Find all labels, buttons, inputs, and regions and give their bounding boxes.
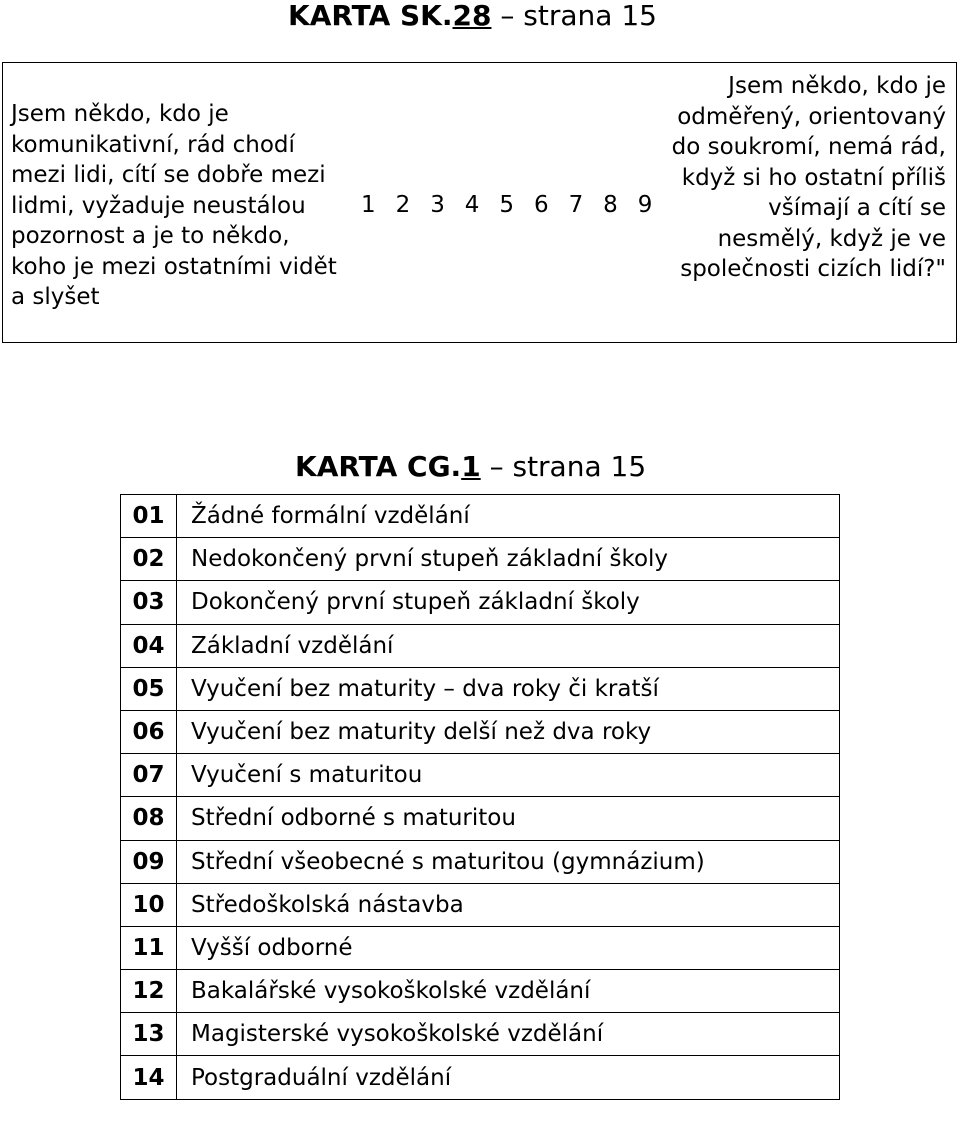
education-code: 11 (121, 926, 177, 969)
rating-scale-box (2, 62, 957, 343)
scale-number: 7 (568, 192, 584, 218)
education-label: Střední všeobecné s maturitou (gymnázium) (177, 840, 840, 883)
education-label: Nedokončený první stupeň základní školy (177, 538, 840, 581)
table-row (121, 840, 840, 883)
education-code: 01 (121, 495, 177, 538)
education-code: 09 (121, 840, 177, 883)
table-row (121, 970, 840, 1013)
table-row (121, 754, 840, 797)
scale-numbers (361, 190, 672, 220)
education-label: Vyšší odborné (177, 926, 840, 969)
scale-left-pole: Jsem někdo, kdo je komunikativní, rád chodí mezi lidi, cítí se dobře mezi lidmi, vyžaduje neustálou pozornost a je to někdo, koho je mezi ostatními vidět a slyšet (11, 101, 337, 310)
table-row (121, 883, 840, 926)
education-label: Vyučení bez maturity – dva roky či kratší (177, 667, 840, 710)
education-label: Základní vzdělání (177, 624, 840, 667)
table-row (121, 1056, 840, 1099)
education-code: 12 (121, 970, 177, 1013)
table-row (121, 581, 840, 624)
table-row (121, 710, 840, 753)
education-label: Dokončený první stupeň základní školy (177, 581, 840, 624)
scale-number: 5 (499, 192, 515, 218)
table-row (121, 624, 840, 667)
education-label: Středoškolská nástavba (177, 883, 840, 926)
table-row (121, 926, 840, 969)
table-row (121, 667, 840, 710)
scale-number: 6 (533, 192, 549, 218)
education-code: 05 (121, 667, 177, 710)
card-page: – strana 15 (500, 0, 657, 32)
education-label: Vyučení bez maturity delší než dva roky (177, 710, 840, 753)
education-label: Magisterské vysokoškolské vzdělání (177, 1013, 840, 1056)
education-code: 07 (121, 754, 177, 797)
card-prefix: KARTA SK. (288, 0, 453, 32)
table-row (121, 495, 840, 538)
table-row (121, 797, 840, 840)
education-label: Střední odborné s maturitou (177, 797, 840, 840)
education-label: Vyučení s maturitou (177, 754, 840, 797)
card-heading-sk28 (288, 0, 657, 32)
education-code: 08 (121, 797, 177, 840)
scale-number: 9 (637, 192, 653, 218)
education-label: Postgraduální vzdělání (177, 1056, 840, 1099)
education-label: Žádné formální vzdělání (177, 495, 840, 538)
education-code: 13 (121, 1013, 177, 1056)
card-number: 28 (452, 0, 492, 32)
education-label: Bakalářské vysokoškolské vzdělání (177, 970, 840, 1013)
scale-number: 4 (464, 192, 480, 218)
education-code: 06 (121, 710, 177, 753)
card-number: 1 (461, 450, 481, 483)
scale-number: 8 (603, 192, 618, 218)
education-code: 10 (121, 883, 177, 926)
education-code: 03 (121, 581, 177, 624)
card-prefix: KARTA CG. (295, 450, 462, 483)
education-table (120, 494, 840, 1100)
card-heading-cg1 (295, 451, 646, 483)
card-page: – strana 15 (489, 450, 647, 483)
table-row (121, 1013, 840, 1056)
education-code: 02 (121, 538, 177, 581)
table-row (121, 538, 840, 581)
scale-number: 2 (395, 192, 411, 218)
education-code: 14 (121, 1056, 177, 1099)
scale-right-pole: Jsem někdo, kdo je odměřený, orientovaný do soukromí, nemá rád, když si ho ostatní příliš všímají a cítí se nesmělý, když je ve společnosti cizích lidí?" (671, 73, 946, 282)
scale-number: 3 (430, 192, 445, 218)
scale-number: 1 (361, 192, 376, 218)
education-code: 04 (121, 624, 177, 667)
